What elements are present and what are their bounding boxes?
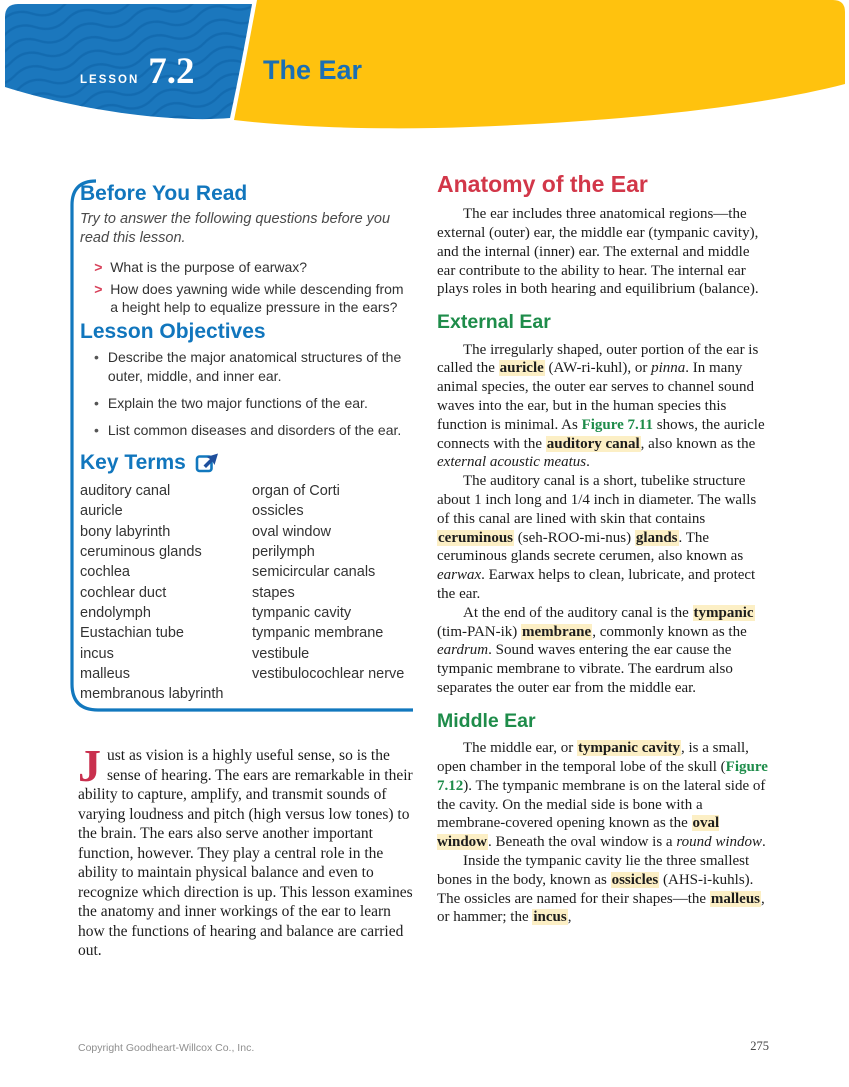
objective-text: Describe the major anatomical structures of the outer, middle, and inner ear. (107, 349, 402, 384)
dropcap-letter: J (78, 740, 101, 791)
page-number: 275 (750, 1039, 769, 1053)
key-term: cochlea (80, 564, 130, 581)
question-item (94, 280, 412, 316)
before-you-read-intro: Try to answer the following questions before you read this lesson. (80, 211, 391, 247)
objective-text: Explain the two major functions of the ear. (107, 394, 368, 411)
before-you-read-box (80, 182, 412, 704)
key-term: membranous labyrinth (80, 686, 224, 703)
middle-ear-heading: Middle Ear (437, 709, 536, 732)
page-title: The Ear (263, 55, 363, 85)
paragraph: The irregularly shaped, outer portion of the ear is called the auricle (AW-ri-kuhl), or pinna. In many animal species, the outer ear serves to channel sound waves into the ear, but in the human species this function is minimal. As Figure 7.11 shows, the auricle connects with the auditory canal, also known as the external acoustic meatus. (437, 341, 765, 471)
dot-bullet-icon: • (94, 421, 99, 438)
question-item (94, 258, 412, 276)
arrow-bullet-icon: > (94, 280, 103, 297)
key-terms-column-left (80, 481, 250, 704)
objective-item (94, 421, 412, 439)
key-term: malleus (80, 665, 130, 682)
before-you-read-heading: Before You Read (80, 182, 248, 205)
key-term: oval window (252, 523, 331, 540)
lesson-objectives-heading: Lesson Objectives (80, 320, 266, 344)
key-term: auditory canal (80, 483, 171, 500)
lesson-intro-paragraph (78, 740, 414, 961)
question-text: What is the purpose of earwax? (110, 258, 308, 275)
paragraph: The middle ear, or tympanic cavity, is a small, open chamber in the temporal lobe of the skull (Figure 7.12). The tympanic membrane is on the lateral side of the cavity. On the medial side is bone with a membrane-covered opening known as the oval window. Beneath the oval window is a round window. (437, 740, 768, 851)
arrow-bullet-icon: > (94, 258, 103, 275)
key-term: organ of Corti (252, 483, 340, 500)
external-link-icon[interactable] (195, 451, 221, 474)
external-ear-heading: External Ear (437, 311, 551, 334)
main-content-column (437, 172, 771, 927)
key-term: vestibulocochlear nerve (252, 665, 405, 682)
key-term: tympanic membrane (252, 625, 384, 642)
objective-item (94, 394, 412, 412)
key-term: ossicles (252, 503, 304, 520)
paragraph: Inside the tympanic cavity lie the three smallest bones in the body, known as ossicles (AHS-i-kuhls). The ossicles are named for their shapes—the malleus, or hammer; the incus, (437, 852, 765, 926)
lesson-badge (80, 50, 195, 93)
key-terms-heading: Key Terms (80, 451, 186, 475)
paragraph: The ear includes three anatomical regions—the external (outer) ear, the middle ear (tympanic cavity), and the internal (inner) ear. The external and middle ear contribute to the ability to hear. The internal ear plays roles in both hearing and equilibrium (balance). (437, 206, 759, 298)
lesson-label: LESSON (80, 74, 140, 86)
key-term: auricle (80, 503, 123, 520)
key-term: ceruminous glands (80, 544, 202, 561)
lesson-number: 7.2 (148, 51, 195, 92)
question-text: How does yawning wide while descending from a height help to equalize pressure in the ears? (110, 280, 404, 316)
paragraph: The auditory canal is a short, tubelike structure about 1 inch long and 1/4 inch in diameter. The walls of this canal are lined with skin that contains ceruminous (seh-ROO-mi-nus) glands. The ceruminous glands secrete cerumen, also known as earwax. Earwax helps to clean, lubricate, and protect the ear. (437, 473, 757, 602)
key-term: perilymph (252, 544, 315, 561)
objectives-list (94, 348, 412, 439)
objective-item (94, 348, 412, 384)
key-term: cochlear duct (80, 584, 167, 601)
copyright-text: Copyright Goodheart-Willcox Co., Inc. (78, 1042, 255, 1054)
lesson-intro-text: ust as vision is a highly useful sense, so is the sense of hearing. The ears are remarkable in their ability to capture, amplify, and transmit sounds of varying loudness and pitch (high versus low tones) to the brain. The ears also serve another important function, however. They play a central role in the ability to maintain physical balance and even to recognize which direction is up. This lesson examines the anatomy and inner workings of the ear to learn how the functions of hearing and balance are carried out. (78, 747, 413, 959)
paragraph: At the end of the auditory canal is the tympanic (tim-PAN-ik) membrane, commonly known as the eardrum. Sound waves entering the ear cause the tympanic membrane to vibrate. The eardrum also separates the outer ear from the middle ear. (437, 604, 754, 696)
key-term: bony labyrinth (80, 523, 171, 540)
key-term: stapes (252, 584, 295, 601)
key-term: tympanic cavity (252, 604, 352, 621)
anatomy-heading: Anatomy of the Ear (437, 171, 648, 197)
key-terms-list (80, 481, 412, 704)
dot-bullet-icon: • (94, 349, 99, 366)
key-term: Eustachian tube (80, 625, 184, 642)
question-list (80, 258, 412, 317)
dot-bullet-icon: • (94, 394, 99, 411)
key-term: endolymph (80, 604, 151, 621)
key-term: vestibule (252, 645, 310, 662)
objective-text: List common diseases and disorders of the ear. (107, 421, 402, 438)
key-term: semicircular canals (252, 564, 376, 581)
key-terms-column-right (252, 481, 412, 704)
key-term: incus (80, 645, 114, 662)
